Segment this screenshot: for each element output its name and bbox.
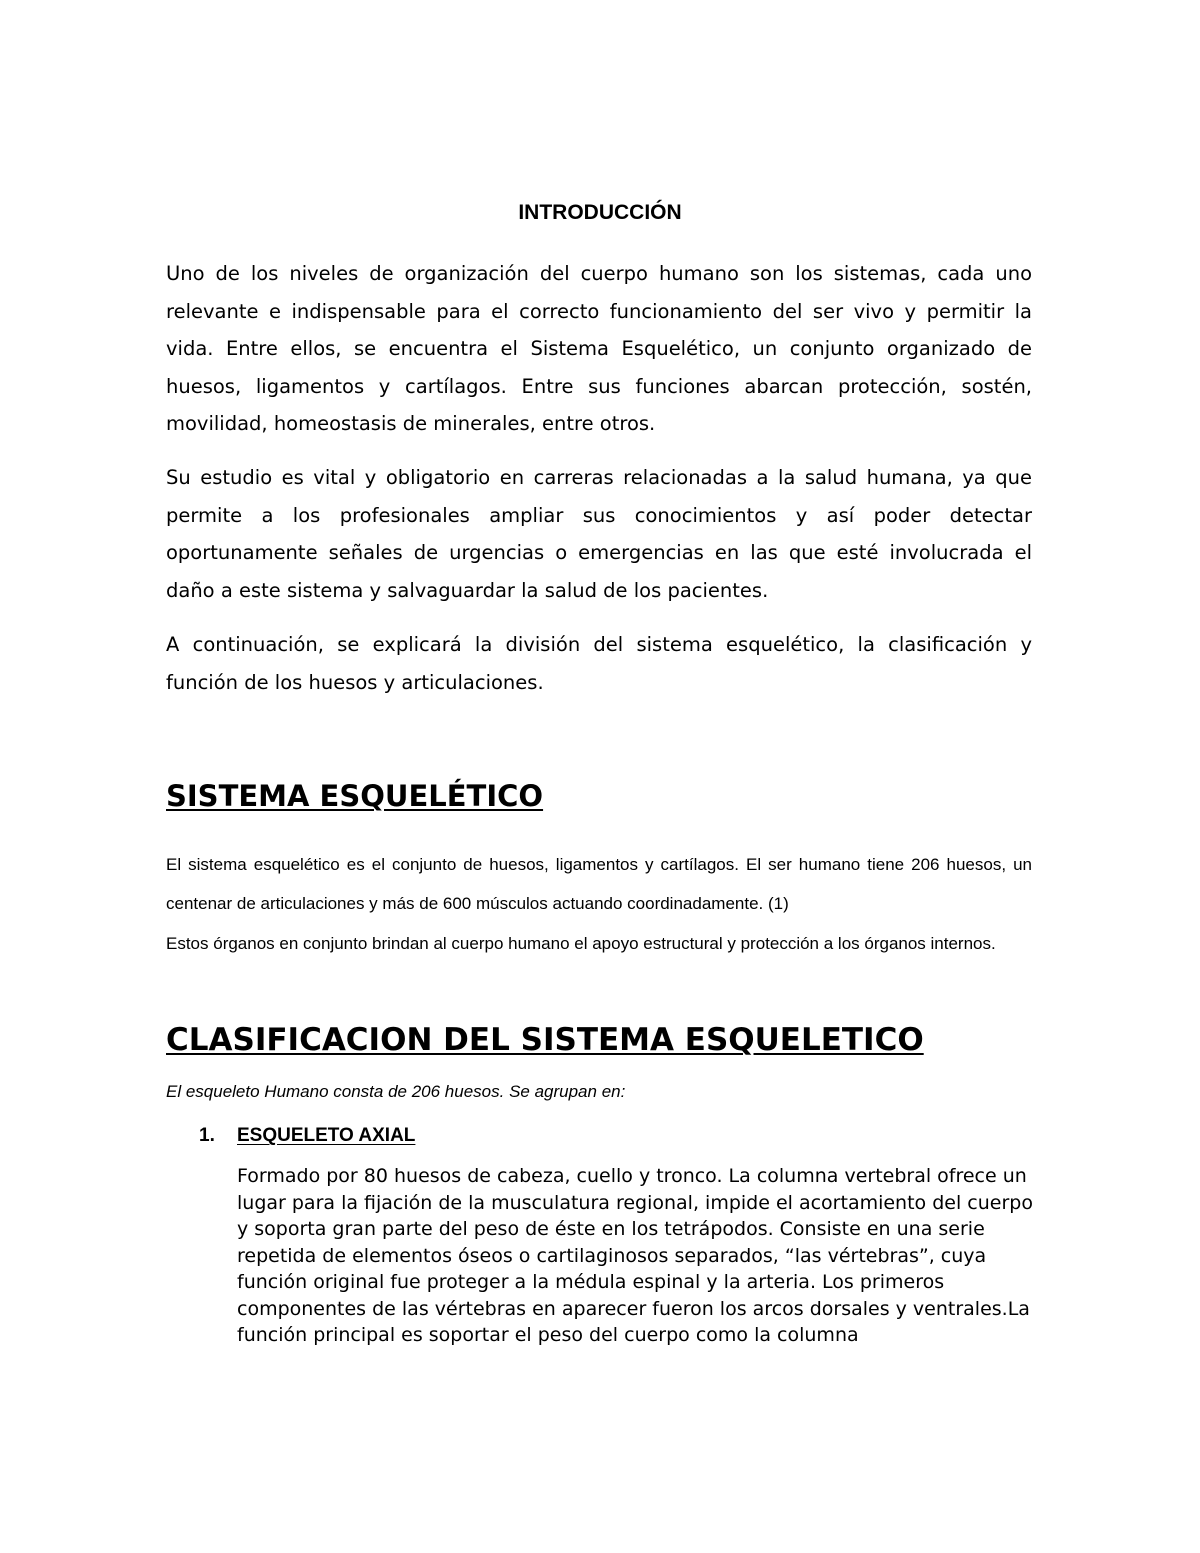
list-item-number: 1. xyxy=(199,1125,215,1146)
clasificacion-lead: El esqueleto Humano consta de 206 huesos. Se agrupan en: xyxy=(166,1082,626,1101)
introduction-paragraph-2: Su estudio es vital y obligatorio en carreras relacionadas a la salud humana, ya que permite a los profesionales ampliar sus conocimientos y así poder detectar oportunamente señales de urgencias o emergencias en las que esté involucrada el daño a este sistema y salvaguardar la salud de los pacientes. xyxy=(166,466,1032,602)
list-item-body: Formado por 80 huesos de cabeza, cuello y tronco. La columna vertebral ofrece un lugar para la fijación de la musculatura regional, impide el acortamiento del cuerpo y soporta gran parte del peso de éste en los tetrápodos. Consiste en una serie repetida de elementos óseos o cartilaginosos separados, “las vértebras”, cuya función original fue proteger a la médula espinal y la arteria. Los primeros componentes de las vértebras en aparecer fueron los arcos dorsales y ventrales.La función principal es soportar el peso del cuerpo como la columna xyxy=(237,1165,1033,1346)
introduction-paragraph-1: Uno de los niveles de organización del cuerpo humano son los sistemas, cada uno relevante e indispensable para el correcto funcionamiento del ser vivo y permitir la vida. Entre ellos, se encuentra el Sistema Esquelético, un conjunto organizado de huesos, ligamentos y cartílagos. Entre sus funciones abarcan protección, sostén, movilidad, homeostasis de minerales, entre otros. xyxy=(166,262,1032,435)
list-item-title: ESQUELETO AXIAL xyxy=(237,1125,416,1146)
list-item-heading xyxy=(199,1120,1032,1152)
introduction-paragraph-3: A continuación, se explicará la división del sistema esquelético, la clasificación y función de los huesos y articulaciones. xyxy=(166,633,1032,694)
sistema-organs-paragraph: Estos órganos en conjunto brindan al cuerpo humano el apoyo estructural y protección a los órganos internos. xyxy=(166,934,996,953)
sistema-definition-paragraph: El sistema esquelético es el conjunto de huesos, ligamentos y cartílagos. El ser humano tiene 206 huesos, un centenar de articulaciones y más de 600 músculos actuando coordinadamente. (1) xyxy=(166,855,1032,913)
list-item xyxy=(199,1120,1032,1349)
sistema-esqueletico-heading: SISTEMA ESQUELÉTICO xyxy=(166,779,544,813)
clasificacion-heading: CLASIFICACION DEL SISTEMA ESQUELETICO xyxy=(166,1022,924,1058)
introduction-title: INTRODUCCIÓN xyxy=(518,201,682,224)
